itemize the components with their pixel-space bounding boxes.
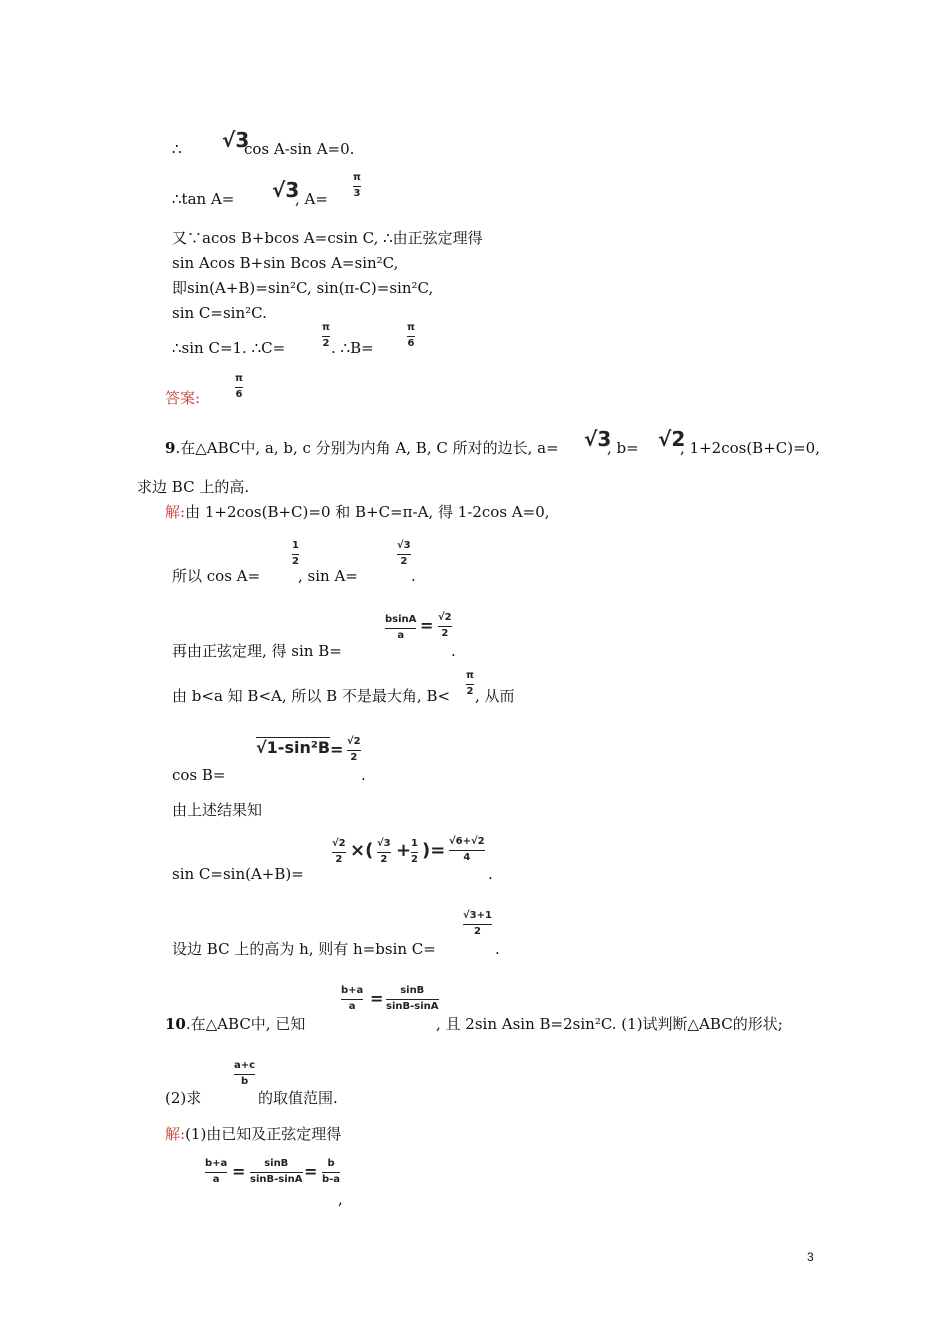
denominator: 2 bbox=[350, 752, 358, 763]
denominator: 6 bbox=[235, 389, 243, 400]
fraction-sqrt3-2 bbox=[397, 540, 411, 568]
text-line: 由 b<a 知 B<A, 所以 B 不是最大角, B< bbox=[172, 687, 451, 705]
sqrt3-value: √3 bbox=[272, 178, 300, 202]
numerator: √2 bbox=[332, 838, 346, 849]
solution-text: (1)由已知及正弦定理得 bbox=[185, 1125, 342, 1143]
sin-a-label: , sin A= bbox=[298, 567, 358, 585]
equals-sign: = bbox=[370, 989, 384, 1008]
cos-a-label: 所以 cos A= bbox=[172, 567, 261, 585]
denominator: 3 bbox=[353, 188, 361, 199]
solution-label: 解: bbox=[165, 1125, 186, 1143]
denominator: a bbox=[212, 1174, 220, 1185]
fraction-pi-6 bbox=[407, 322, 415, 350]
period: . bbox=[411, 567, 416, 585]
denominator: a bbox=[397, 630, 405, 641]
question-text: .在△ABC中, a, b, c 分别为内角 A, B, C 所对的边长, a= bbox=[175, 439, 559, 457]
denominator: 2 bbox=[466, 686, 474, 697]
numerator: √2 bbox=[438, 612, 452, 623]
height-line: 设边 BC 上的高为 h, 则有 h=bsin C= bbox=[172, 940, 436, 958]
equals-sign: = bbox=[304, 1162, 318, 1181]
part-2-label: (2)求 bbox=[165, 1089, 202, 1107]
denominator: 2 bbox=[411, 854, 418, 865]
equals-sign: = bbox=[330, 740, 344, 759]
numerator: π bbox=[466, 670, 474, 681]
question-number: 10 bbox=[165, 1015, 186, 1033]
question-text: .在△ABC中, 已知 bbox=[185, 1015, 306, 1033]
numerator: π bbox=[407, 322, 415, 333]
text-line: 又∵acos B+bcos A=csin C, ∴由正弦定理得 bbox=[172, 229, 483, 247]
denominator: 2 bbox=[474, 926, 481, 937]
numerator: √2 bbox=[347, 736, 361, 747]
question-condition: , 1+2cos(B+C)=0, bbox=[680, 439, 820, 457]
solution-line bbox=[165, 503, 550, 521]
denominator: 2 bbox=[335, 854, 343, 865]
page-number: 3 bbox=[807, 1250, 814, 1264]
denominator: 2 bbox=[441, 628, 449, 639]
equals-sign: = bbox=[420, 616, 434, 635]
sin-b-label: 再由正弦定理, 得 sin B= bbox=[172, 642, 342, 660]
fraction-bsina-a bbox=[385, 614, 416, 642]
numerator: π bbox=[235, 373, 243, 384]
conclusion-label: ∴sin C=1. ∴C= bbox=[172, 339, 286, 357]
denominator: b-a bbox=[322, 1174, 341, 1185]
numerator: b+a bbox=[205, 1158, 228, 1169]
cos-b-label: cos B= bbox=[172, 766, 226, 784]
numerator: π bbox=[322, 322, 330, 333]
therefore-symbol: ∴ bbox=[172, 140, 182, 158]
fraction-pi-3 bbox=[353, 172, 361, 200]
fraction-ba-a bbox=[341, 985, 363, 1013]
fraction-sqrt2-2 bbox=[347, 736, 361, 764]
sqrt-expression: √1-sin²B bbox=[256, 738, 331, 757]
numerator: 1 bbox=[411, 838, 418, 849]
text-line: 由上述结果知 bbox=[172, 801, 263, 819]
equation-line: cos A-sin A=0. bbox=[244, 140, 355, 158]
numerator: √3 bbox=[377, 838, 391, 849]
times-sign: ×( bbox=[350, 840, 374, 861]
comma: , bbox=[338, 1190, 343, 1208]
period: . bbox=[361, 766, 366, 784]
denominator: 2 bbox=[380, 854, 388, 865]
period: . bbox=[495, 940, 500, 958]
b-equals-label: . ∴B= bbox=[331, 339, 374, 357]
fraction-sqrt2-2 bbox=[332, 838, 346, 866]
fraction-pi-2 bbox=[322, 322, 330, 350]
numerator: sinB bbox=[264, 1158, 289, 1169]
fraction-one-half bbox=[411, 838, 418, 866]
question-10-line1 bbox=[165, 1015, 305, 1033]
sin-c-label: sin C=sin(A+B)= bbox=[172, 865, 304, 883]
numerator: b+a bbox=[341, 985, 364, 996]
a-value: √3 bbox=[584, 427, 612, 451]
numerator: b bbox=[327, 1158, 335, 1169]
fraction-sqrt2-2 bbox=[438, 612, 452, 640]
fraction-one-half bbox=[292, 540, 299, 568]
fraction-height bbox=[463, 910, 492, 938]
question-condition: , 且 2sin Asin B=2sin²C. (1)试判断△ABC的形状; bbox=[436, 1015, 783, 1033]
numerator: √3+1 bbox=[463, 910, 492, 921]
numerator: √3 bbox=[397, 540, 411, 551]
fraction-sinb bbox=[250, 1158, 303, 1186]
fraction-ac-b bbox=[234, 1060, 255, 1088]
plus-sign: + bbox=[396, 840, 412, 861]
numerator: sinB bbox=[400, 985, 425, 996]
fraction-ba-a bbox=[205, 1158, 227, 1186]
close-paren: )= bbox=[422, 840, 446, 861]
text-line: sin Acos B+sin Bcos A=sin²C, bbox=[172, 254, 399, 272]
equals-sign: = bbox=[232, 1162, 246, 1181]
denominator: a bbox=[348, 1001, 356, 1012]
fraction-pi-2 bbox=[466, 670, 474, 698]
denominator: 2 bbox=[292, 556, 299, 567]
denominator: sinB-sinA bbox=[386, 1001, 439, 1012]
numerator: a+c bbox=[234, 1060, 256, 1071]
solution-label: 解: bbox=[165, 503, 186, 521]
period: . bbox=[488, 865, 493, 883]
numerator: π bbox=[353, 172, 361, 183]
a-equals-label: , A= bbox=[295, 190, 328, 208]
numerator: 1 bbox=[292, 540, 299, 551]
question-number: 9 bbox=[165, 439, 176, 457]
fraction-sqrt3-2 bbox=[377, 838, 391, 866]
answer-fraction bbox=[235, 373, 243, 401]
b-label: , b= bbox=[607, 439, 639, 457]
denominator: 6 bbox=[407, 338, 415, 349]
solution-text: 由 1+2cos(B+C)=0 和 B+C=π-A, 得 1-2cos A=0, bbox=[185, 503, 550, 521]
numerator: √6+√2 bbox=[449, 836, 485, 847]
question-9-line2: 求边 BC 上的高. bbox=[137, 478, 250, 496]
text-line: 即sin(A+B)=sin²C, sin(π-C)=sin²C, bbox=[172, 279, 434, 297]
denominator: b bbox=[240, 1076, 249, 1087]
fraction-sinb bbox=[386, 985, 439, 1013]
sqrt3-value: √3 bbox=[222, 128, 250, 152]
tan-a-label: ∴tan A= bbox=[172, 190, 235, 208]
text-line: sin C=sin²C. bbox=[172, 304, 267, 322]
b-value: √2 bbox=[658, 427, 686, 451]
range-text: 的取值范围. bbox=[258, 1089, 338, 1107]
numerator: bsinA bbox=[385, 614, 417, 625]
text-line: , 从而 bbox=[475, 687, 515, 705]
denominator: sinB-sinA bbox=[250, 1174, 303, 1185]
fraction-result bbox=[449, 836, 485, 864]
fraction-b-ba bbox=[322, 1158, 340, 1186]
period: . bbox=[451, 642, 456, 660]
denominator: 2 bbox=[400, 556, 408, 567]
denominator: 4 bbox=[463, 852, 471, 863]
solution-line bbox=[165, 1125, 341, 1143]
question-9-line1 bbox=[165, 439, 559, 457]
answer-label: 答案: bbox=[165, 389, 201, 407]
denominator: 2 bbox=[322, 338, 330, 349]
